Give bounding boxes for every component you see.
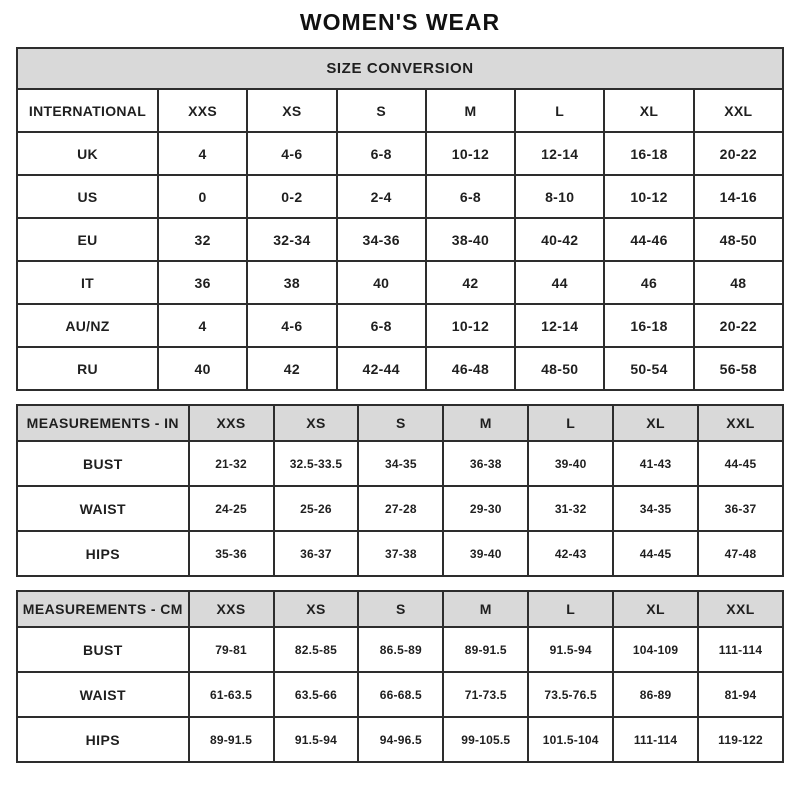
value-cell: 20-22 bbox=[694, 304, 783, 347]
value-cell: 71-73.5 bbox=[443, 672, 528, 717]
size-col-header: XXS bbox=[189, 591, 274, 627]
size-conversion-caption-row bbox=[17, 48, 783, 89]
value-cell: 89-91.5 bbox=[443, 627, 528, 672]
row-label: EU bbox=[17, 218, 158, 261]
value-cell: 66-68.5 bbox=[358, 672, 443, 717]
size-col-header: XL bbox=[613, 405, 698, 441]
value-cell: 50-54 bbox=[604, 347, 693, 390]
table-row bbox=[17, 132, 783, 175]
row-label: AU/NZ bbox=[17, 304, 158, 347]
size-col-header: XXL bbox=[694, 89, 783, 132]
table-row bbox=[17, 218, 783, 261]
size-col-header: XXS bbox=[189, 405, 274, 441]
value-cell: 27-28 bbox=[358, 486, 443, 531]
value-cell: 12-14 bbox=[515, 132, 604, 175]
table-row bbox=[17, 441, 783, 486]
value-cell: 32 bbox=[158, 218, 247, 261]
value-cell: 34-35 bbox=[358, 441, 443, 486]
value-cell: 2-4 bbox=[337, 175, 426, 218]
value-cell: 40 bbox=[158, 347, 247, 390]
value-cell: 4-6 bbox=[247, 132, 336, 175]
size-col-header: XS bbox=[274, 591, 359, 627]
table-row bbox=[17, 717, 783, 762]
value-cell: 111-114 bbox=[698, 627, 783, 672]
value-cell: 4 bbox=[158, 304, 247, 347]
value-cell: 36 bbox=[158, 261, 247, 304]
value-cell: 42-44 bbox=[337, 347, 426, 390]
value-cell: 101.5-104 bbox=[528, 717, 613, 762]
value-cell: 34-36 bbox=[337, 218, 426, 261]
value-cell: 89-91.5 bbox=[189, 717, 274, 762]
value-cell: 44-45 bbox=[613, 531, 698, 576]
table-row bbox=[17, 486, 783, 531]
value-cell: 91.5-94 bbox=[528, 627, 613, 672]
value-cell: 0-2 bbox=[247, 175, 336, 218]
size-col-header: L bbox=[528, 591, 613, 627]
value-cell: 14-16 bbox=[694, 175, 783, 218]
value-cell: 44-46 bbox=[604, 218, 693, 261]
measurements-cm-header-row bbox=[17, 591, 783, 627]
value-cell: 16-18 bbox=[604, 132, 693, 175]
size-conversion-header-row bbox=[17, 89, 783, 132]
size-col-header: XL bbox=[613, 591, 698, 627]
value-cell: 39-40 bbox=[443, 531, 528, 576]
measurements-cm-table bbox=[16, 590, 784, 763]
value-cell: 16-18 bbox=[604, 304, 693, 347]
row-label: UK bbox=[17, 132, 158, 175]
size-col-header: XL bbox=[604, 89, 693, 132]
measurements-cm-first-col-header: MEASUREMENTS - CM bbox=[17, 591, 189, 627]
size-conversion-title: SIZE CONVERSION bbox=[17, 48, 783, 89]
value-cell: 25-26 bbox=[274, 486, 359, 531]
value-cell: 104-109 bbox=[613, 627, 698, 672]
value-cell: 36-37 bbox=[698, 486, 783, 531]
value-cell: 48-50 bbox=[515, 347, 604, 390]
row-label: US bbox=[17, 175, 158, 218]
value-cell: 46-48 bbox=[426, 347, 515, 390]
row-label: HIPS bbox=[17, 717, 189, 762]
size-col-header: S bbox=[337, 89, 426, 132]
value-cell: 39-40 bbox=[528, 441, 613, 486]
value-cell: 29-30 bbox=[443, 486, 528, 531]
value-cell: 79-81 bbox=[189, 627, 274, 672]
value-cell: 8-10 bbox=[515, 175, 604, 218]
value-cell: 21-32 bbox=[189, 441, 274, 486]
size-col-header: M bbox=[443, 405, 528, 441]
row-label: IT bbox=[17, 261, 158, 304]
table-row bbox=[17, 347, 783, 390]
value-cell: 40-42 bbox=[515, 218, 604, 261]
size-col-header: L bbox=[515, 89, 604, 132]
table-row bbox=[17, 627, 783, 672]
table-row bbox=[17, 531, 783, 576]
size-col-header: XS bbox=[247, 89, 336, 132]
measurements-in-first-col-header: MEASUREMENTS - IN bbox=[17, 405, 189, 441]
value-cell: 4-6 bbox=[247, 304, 336, 347]
value-cell: 41-43 bbox=[613, 441, 698, 486]
value-cell: 38-40 bbox=[426, 218, 515, 261]
size-conversion-first-col-header: INTERNATIONAL bbox=[17, 89, 158, 132]
value-cell: 20-22 bbox=[694, 132, 783, 175]
value-cell: 6-8 bbox=[337, 304, 426, 347]
value-cell: 35-36 bbox=[189, 531, 274, 576]
value-cell: 24-25 bbox=[189, 486, 274, 531]
value-cell: 91.5-94 bbox=[274, 717, 359, 762]
value-cell: 99-105.5 bbox=[443, 717, 528, 762]
value-cell: 10-12 bbox=[426, 132, 515, 175]
size-col-header: XXL bbox=[698, 591, 783, 627]
value-cell: 36-38 bbox=[443, 441, 528, 486]
size-col-header: XXS bbox=[158, 89, 247, 132]
row-label: RU bbox=[17, 347, 158, 390]
value-cell: 61-63.5 bbox=[189, 672, 274, 717]
value-cell: 44 bbox=[515, 261, 604, 304]
row-label: BUST bbox=[17, 441, 189, 486]
value-cell: 86.5-89 bbox=[358, 627, 443, 672]
row-label: WAIST bbox=[17, 486, 189, 531]
value-cell: 44-45 bbox=[698, 441, 783, 486]
size-col-header: S bbox=[358, 405, 443, 441]
size-col-header: M bbox=[443, 591, 528, 627]
value-cell: 38 bbox=[247, 261, 336, 304]
size-col-header: XS bbox=[274, 405, 359, 441]
value-cell: 81-94 bbox=[698, 672, 783, 717]
table-row bbox=[17, 672, 783, 717]
value-cell: 32-34 bbox=[247, 218, 336, 261]
value-cell: 111-114 bbox=[613, 717, 698, 762]
size-col-header: XXL bbox=[698, 405, 783, 441]
value-cell: 40 bbox=[337, 261, 426, 304]
value-cell: 63.5-66 bbox=[274, 672, 359, 717]
value-cell: 36-37 bbox=[274, 531, 359, 576]
row-label: BUST bbox=[17, 627, 189, 672]
value-cell: 46 bbox=[604, 261, 693, 304]
value-cell: 10-12 bbox=[426, 304, 515, 347]
measurements-in-table bbox=[16, 404, 784, 577]
value-cell: 47-48 bbox=[698, 531, 783, 576]
value-cell: 34-35 bbox=[613, 486, 698, 531]
measurements-in-header-row bbox=[17, 405, 783, 441]
size-col-header: M bbox=[426, 89, 515, 132]
page-title: WOMEN'S WEAR bbox=[299, 9, 501, 35]
value-cell: 48-50 bbox=[694, 218, 783, 261]
value-cell: 6-8 bbox=[337, 132, 426, 175]
value-cell: 86-89 bbox=[613, 672, 698, 717]
value-cell: 0 bbox=[158, 175, 247, 218]
value-cell: 94-96.5 bbox=[358, 717, 443, 762]
value-cell: 6-8 bbox=[426, 175, 515, 218]
value-cell: 73.5-76.5 bbox=[528, 672, 613, 717]
value-cell: 82.5-85 bbox=[274, 627, 359, 672]
row-label: WAIST bbox=[17, 672, 189, 717]
value-cell: 37-38 bbox=[358, 531, 443, 576]
value-cell: 4 bbox=[158, 132, 247, 175]
value-cell: 119-122 bbox=[698, 717, 783, 762]
value-cell: 42-43 bbox=[528, 531, 613, 576]
value-cell: 31-32 bbox=[528, 486, 613, 531]
value-cell: 48 bbox=[694, 261, 783, 304]
size-conversion-table bbox=[16, 47, 784, 391]
value-cell: 12-14 bbox=[515, 304, 604, 347]
value-cell: 42 bbox=[247, 347, 336, 390]
size-col-header: L bbox=[528, 405, 613, 441]
value-cell: 32.5-33.5 bbox=[274, 441, 359, 486]
value-cell: 56-58 bbox=[694, 347, 783, 390]
value-cell: 10-12 bbox=[604, 175, 693, 218]
table-row bbox=[17, 175, 783, 218]
table-row bbox=[17, 304, 783, 347]
value-cell: 42 bbox=[426, 261, 515, 304]
size-col-header: S bbox=[358, 591, 443, 627]
row-label: HIPS bbox=[17, 531, 189, 576]
table-row bbox=[17, 261, 783, 304]
